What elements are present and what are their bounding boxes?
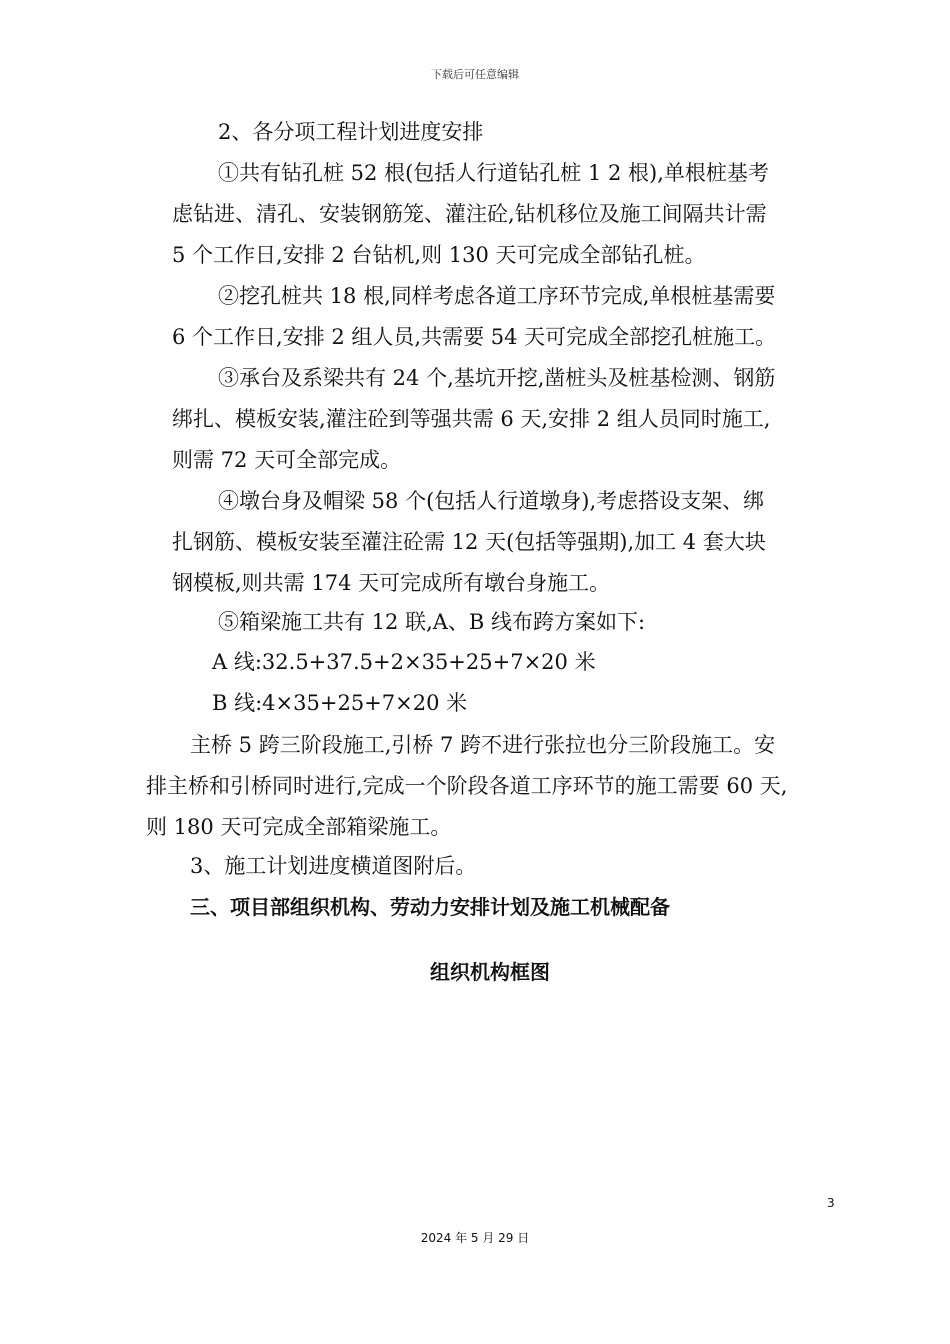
page-header: 下载后可任意编辑: [431, 68, 519, 81]
paragraph-line: ③承台及系梁共有 24 个,基坑开挖,凿桩头及桩基检测、钢筋: [218, 366, 776, 390]
paragraph-line: 排主桥和引桥同时进行,完成一个阶段各道工序环节的施工需要 60 天,: [146, 774, 788, 798]
section-heading: 三、项目部组织机构、劳动力安排计划及施工机械配备: [190, 895, 670, 919]
paragraph-line: ①共有钻孔桩 52 根(包括人行道钻孔桩 1 2 根),单根桩基考: [218, 161, 769, 185]
paragraph-line: B 线:4×35+25+7×20 米: [212, 691, 468, 715]
paragraph-line: ⑤箱梁施工共有 12 联,A、B 线布跨方案如下:: [218, 610, 646, 634]
paragraph-line: 3、施工计划进度横道图附后。: [190, 854, 477, 878]
paragraph-line: 2、各分项工程计划进度安排: [218, 120, 484, 144]
paragraph-line: 绑扎、模板安装,灌注砼到等强共需 6 天,安排 2 组人员同时施工,: [172, 407, 771, 431]
paragraph-line: ②挖孔桩共 18 根,同样考虑各道工序环节完成,单根桩基需要: [218, 284, 776, 308]
paragraph-line: 5 个工作日,安排 2 台钻机,则 130 天可完成全部钻孔桩。: [172, 243, 706, 267]
paragraph-line: ④墩台身及帽梁 58 个(包括人行道墩身),考虑搭设支架、绑: [218, 489, 765, 513]
paragraph-line: 则 180 天可完成全部箱梁施工。: [146, 815, 452, 839]
paragraph-line: A 线:32.5+37.5+2×35+25+7×20 米: [212, 650, 596, 674]
paragraph-line: 6 个工作日,安排 2 组人员,共需要 54 天可完成全部挖孔桩施工。: [172, 325, 777, 349]
paragraph-line: 主桥 5 跨三阶段施工,引桥 7 跨不进行张拉也分三阶段施工。安: [190, 733, 776, 757]
paragraph-line: 则需 72 天可全部完成。: [172, 448, 402, 472]
paragraph-line: 虑钻进、清孔、安装钢筋笼、灌注砼,钻机移位及施工间隔共计需: [172, 202, 767, 226]
paragraph-line: 扎钢筋、模板安装至灌注砼需 12 天(包括等强期),加工 4 套大块: [172, 530, 766, 554]
page-footer-date: 2024 年 5 月 29 日: [420, 1231, 530, 1245]
org-chart-heading: 组织机构框图: [430, 960, 550, 984]
page-number: 3: [827, 1196, 835, 1210]
paragraph-line: 钢模板,则共需 174 天可完成所有墩台身施工。: [172, 571, 611, 595]
